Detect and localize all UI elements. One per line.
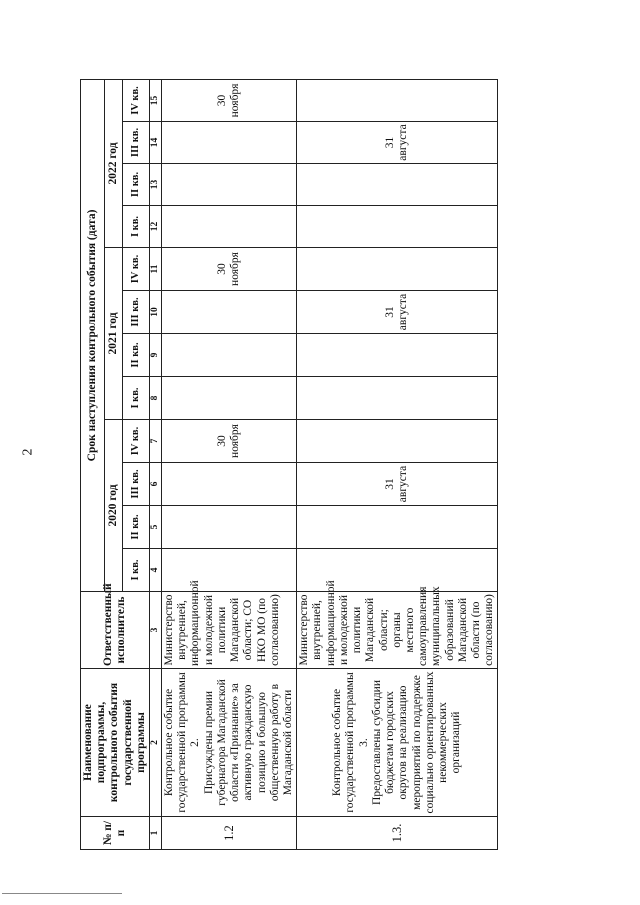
quarter-cell (162, 122, 297, 164)
quarter-cell (297, 420, 498, 463)
table-row (297, 79, 498, 849)
header-name: Наименование подпрограммы, контрольного события государственной программы (81, 669, 150, 817)
event-detail: Предоставлены субсидии бюджетам городских округов на реализацию мероприятий по поддержке социально ориентированных некоммерческих организаций (370, 671, 463, 814)
header-quarter: I кв. (123, 549, 150, 592)
quarter-cell (162, 506, 297, 549)
header-responsible: Ответственный исполнитель (81, 592, 150, 669)
quarter-cell (297, 248, 498, 291)
column-index: 10 (150, 291, 162, 334)
header-num: № п/п (81, 817, 150, 850)
quarter-cell (297, 79, 498, 121)
column-index: 1 (150, 817, 162, 850)
footer-rule (2, 893, 122, 894)
event-cell (162, 669, 297, 817)
event-detail: Присуждены премии губернатора Магаданской области «Признание» за активную гражданскую позицию и большую общественную работу в Магаданской области (202, 679, 294, 806)
column-index: 5 (150, 506, 162, 549)
quarter-cell (162, 549, 297, 592)
quarter-cell (162, 291, 297, 334)
deadline-date: 30 ноября (162, 420, 297, 463)
quarter-cell (297, 377, 498, 420)
page-number: 2 (20, 448, 36, 456)
column-index: 3 (150, 592, 162, 669)
quarter-cell (162, 463, 297, 506)
column-index: 11 (150, 248, 162, 291)
header-quarter: III кв. (123, 291, 150, 334)
quarter-cell (162, 377, 297, 420)
header-year-2022: 2022 год (105, 79, 123, 247)
deadline-date: 31 августа (297, 122, 498, 164)
quarter-cell (162, 334, 297, 377)
quarter-cell (162, 164, 297, 206)
event-title: Контрольное событие государственной программы 3. (331, 672, 370, 813)
table-row (162, 79, 297, 849)
column-index: 2 (150, 669, 162, 817)
responsible-cell: Министерство внутренней, информационной и молодежной политики Магаданской области; СО НКО МО (по согласованию) (162, 592, 297, 669)
header-quarter: II кв. (123, 506, 150, 549)
deadline-date: 31 августа (297, 463, 498, 506)
header-year-2021: 2021 год (105, 248, 123, 420)
column-index: 13 (150, 164, 162, 206)
event-cell (297, 669, 498, 817)
column-index: 12 (150, 206, 162, 248)
column-index: 7 (150, 420, 162, 463)
header-quarter: II кв. (123, 164, 150, 206)
quarter-cell (297, 506, 498, 549)
header-year-2020: 2020 год (105, 420, 123, 592)
header-quarter: III кв. (123, 122, 150, 164)
header-quarter: I кв. (123, 377, 150, 420)
deadline-date: 31 августа (297, 291, 498, 334)
responsible-cell: Министерство внутренней, информационной и молодежной политики Магаданской области; органы местного самоуправления муниципальных образований Магаданской области (по согласованию) (297, 592, 498, 669)
header-deadline: Срок наступления контрольного события (дата) (81, 79, 105, 591)
deadline-date: 30 ноября (162, 79, 297, 121)
quarter-cell (162, 206, 297, 248)
header-quarter: IV кв. (123, 248, 150, 291)
header-quarter: I кв. (123, 206, 150, 248)
event-title: Контрольное событие государственной программы 2. (163, 672, 202, 813)
row-number: 1.3. (297, 817, 498, 850)
rotated-table-wrapper (80, 80, 496, 850)
column-index: 15 (150, 79, 162, 121)
header-quarter: II кв. (123, 334, 150, 377)
quarter-cell (297, 206, 498, 248)
column-index: 14 (150, 122, 162, 164)
header-quarter: III кв. (123, 463, 150, 506)
header-quarter: IV кв. (123, 420, 150, 463)
column-index: 4 (150, 549, 162, 592)
header-quarter: IV кв. (123, 79, 150, 121)
column-index: 8 (150, 377, 162, 420)
column-index: 9 (150, 334, 162, 377)
control-events-table (80, 79, 498, 850)
quarter-cell (297, 334, 498, 377)
row-number: 1.2 (162, 817, 297, 850)
quarter-cell (297, 164, 498, 206)
deadline-date: 30 ноября (162, 248, 297, 291)
column-index: 6 (150, 463, 162, 506)
